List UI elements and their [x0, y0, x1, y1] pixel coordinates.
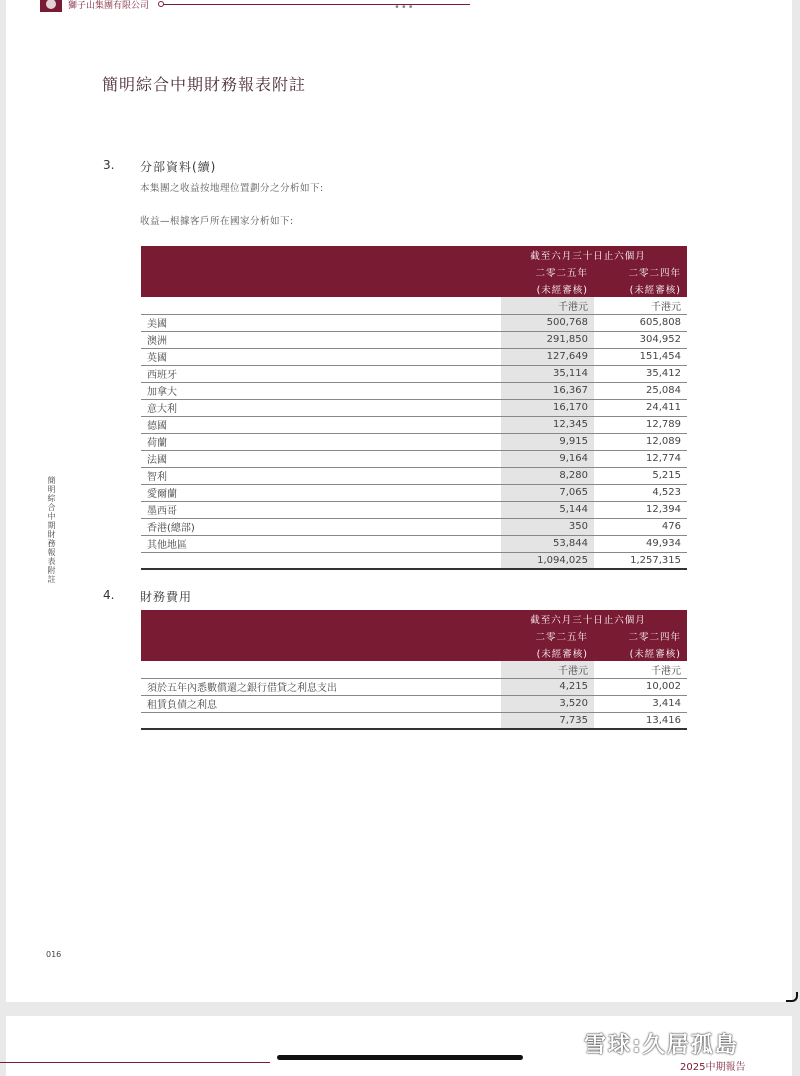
value-2025: 53,844: [501, 535, 594, 552]
value-2025: 16,367: [501, 382, 594, 399]
watermark: 雪球:久居孤島: [584, 1033, 739, 1058]
section-4-number: 4.: [103, 588, 115, 602]
value-2024: 12,394: [594, 501, 687, 518]
table-header-row: [141, 246, 687, 263]
table-row: [141, 535, 687, 552]
value-2024: 24,411: [594, 399, 687, 416]
unit-2024: 千港元: [594, 297, 687, 314]
section-3-subtitle: 收益—根據客戶所在國家分析如下:: [140, 216, 294, 227]
total-2024: 1,257,315: [594, 552, 687, 569]
table-row: [141, 382, 687, 399]
row-label: 香港(總部): [141, 518, 501, 535]
value-2024: 605,808: [594, 314, 687, 331]
page-number: 016: [46, 950, 62, 959]
col-2025-year: 二零二五年: [501, 627, 594, 644]
value-2025: 4,215: [501, 678, 594, 695]
table-row: [141, 365, 687, 382]
table-row: [141, 433, 687, 450]
unit-2024: 千港元: [594, 661, 687, 678]
value-2025: 8,280: [501, 467, 594, 484]
total-2025: 7,735: [501, 712, 594, 729]
table-row: [141, 695, 687, 712]
header-company-name: 獅子山集團有限公司: [68, 1, 150, 11]
header-rule-dot: [158, 1, 164, 7]
row-label: 法國: [141, 450, 501, 467]
row-label: 意大利: [141, 399, 501, 416]
value-2025: 291,850: [501, 331, 594, 348]
row-label: 美國: [141, 314, 501, 331]
section-3-title: 分部資料(續): [140, 160, 217, 174]
value-2025: 12,345: [501, 416, 594, 433]
table-header-row: [141, 627, 687, 644]
table-header-row: [141, 610, 687, 627]
section-3-intro: 本集團之收益按地理位置劃分之分析如下:: [140, 183, 324, 194]
row-label: 智利: [141, 467, 501, 484]
value-2025: 7,065: [501, 484, 594, 501]
company-logo: [40, 0, 62, 12]
total-2024: 13,416: [594, 712, 687, 729]
col-2025-audit: (未經審核): [501, 280, 594, 297]
next-page-report-title: 2025中期報告: [680, 1062, 746, 1073]
table-header-row: [141, 263, 687, 280]
value-2024: 304,952: [594, 331, 687, 348]
row-label: 德國: [141, 416, 501, 433]
value-2024: 3,414: [594, 695, 687, 712]
value-2024: 35,412: [594, 365, 687, 382]
total-2025: 1,094,025: [501, 552, 594, 569]
table-row: [141, 331, 687, 348]
total-row: [141, 712, 687, 729]
row-label: 墨西哥: [141, 501, 501, 518]
value-2024: 151,454: [594, 348, 687, 365]
row-label: 須於五年內悉數償還之銀行借貸之利息支出: [141, 678, 501, 695]
value-2025: 9,164: [501, 450, 594, 467]
value-2025: 127,649: [501, 348, 594, 365]
row-label: 澳洲: [141, 331, 501, 348]
value-2024: 12,774: [594, 450, 687, 467]
value-2024: 4,523: [594, 484, 687, 501]
table-header-row: [141, 644, 687, 661]
col-2025-year: 二零二五年: [501, 263, 594, 280]
unit-row: [141, 661, 687, 678]
document-page: [6, 0, 792, 1002]
value-2025: 35,114: [501, 365, 594, 382]
table-row: [141, 678, 687, 695]
section-4-title: 財務費用: [140, 590, 193, 604]
total-row: [141, 552, 687, 569]
value-2024: 476: [594, 518, 687, 535]
section-3-number: 3.: [103, 158, 115, 172]
next-page-rule: [0, 1062, 270, 1063]
unit-2025: 千港元: [501, 297, 594, 314]
col-2024-year: 二零二四年: [594, 263, 687, 280]
table-row: [141, 399, 687, 416]
more-options-icon[interactable]: •••: [394, 2, 415, 13]
value-2024: 49,934: [594, 535, 687, 552]
header-rule: [162, 4, 470, 5]
col-2025-audit: (未經審核): [501, 644, 594, 661]
value-2024: 10,002: [594, 678, 687, 695]
row-label: 其他地區: [141, 535, 501, 552]
value-2025: 350: [501, 518, 594, 535]
value-2024: 5,215: [594, 467, 687, 484]
table-row: [141, 484, 687, 501]
row-label: 租賃負債之利息: [141, 695, 501, 712]
corner-mark: [786, 992, 798, 1002]
table-row: [141, 348, 687, 365]
value-2024: 12,789: [594, 416, 687, 433]
row-label: 荷蘭: [141, 433, 501, 450]
value-2025: 5,144: [501, 501, 594, 518]
table-row: [141, 501, 687, 518]
home-indicator[interactable]: [277, 1055, 523, 1060]
value-2025: 500,768: [501, 314, 594, 331]
value-2024: 12,089: [594, 433, 687, 450]
page-title: 簡明綜合中期財務報表附註: [102, 75, 307, 94]
table-row: [141, 314, 687, 331]
table-row: [141, 518, 687, 535]
value-2025: 3,520: [501, 695, 594, 712]
col-2024-year: 二零二四年: [594, 627, 687, 644]
value-2025: 9,915: [501, 433, 594, 450]
table-row: [141, 467, 687, 484]
revenue-by-country-table: [141, 246, 687, 570]
table-header-row: [141, 280, 687, 297]
table-row: [141, 450, 687, 467]
unit-row: [141, 297, 687, 314]
period-header: 截至六月三十日止六個月: [501, 610, 687, 627]
unit-2025: 千港元: [501, 661, 594, 678]
value-2024: 25,084: [594, 382, 687, 399]
row-label: 英國: [141, 348, 501, 365]
row-label: 愛爾蘭: [141, 484, 501, 501]
side-running-title: 簡明綜合中期財務報表附註: [47, 476, 56, 584]
value-2025: 16,170: [501, 399, 594, 416]
row-label: 加拿大: [141, 382, 501, 399]
table-row: [141, 416, 687, 433]
period-header: 截至六月三十日止六個月: [501, 246, 687, 263]
col-2024-audit: (未經審核): [594, 280, 687, 297]
col-2024-audit: (未經審核): [594, 644, 687, 661]
finance-costs-table: [141, 610, 687, 730]
row-label: 西班牙: [141, 365, 501, 382]
